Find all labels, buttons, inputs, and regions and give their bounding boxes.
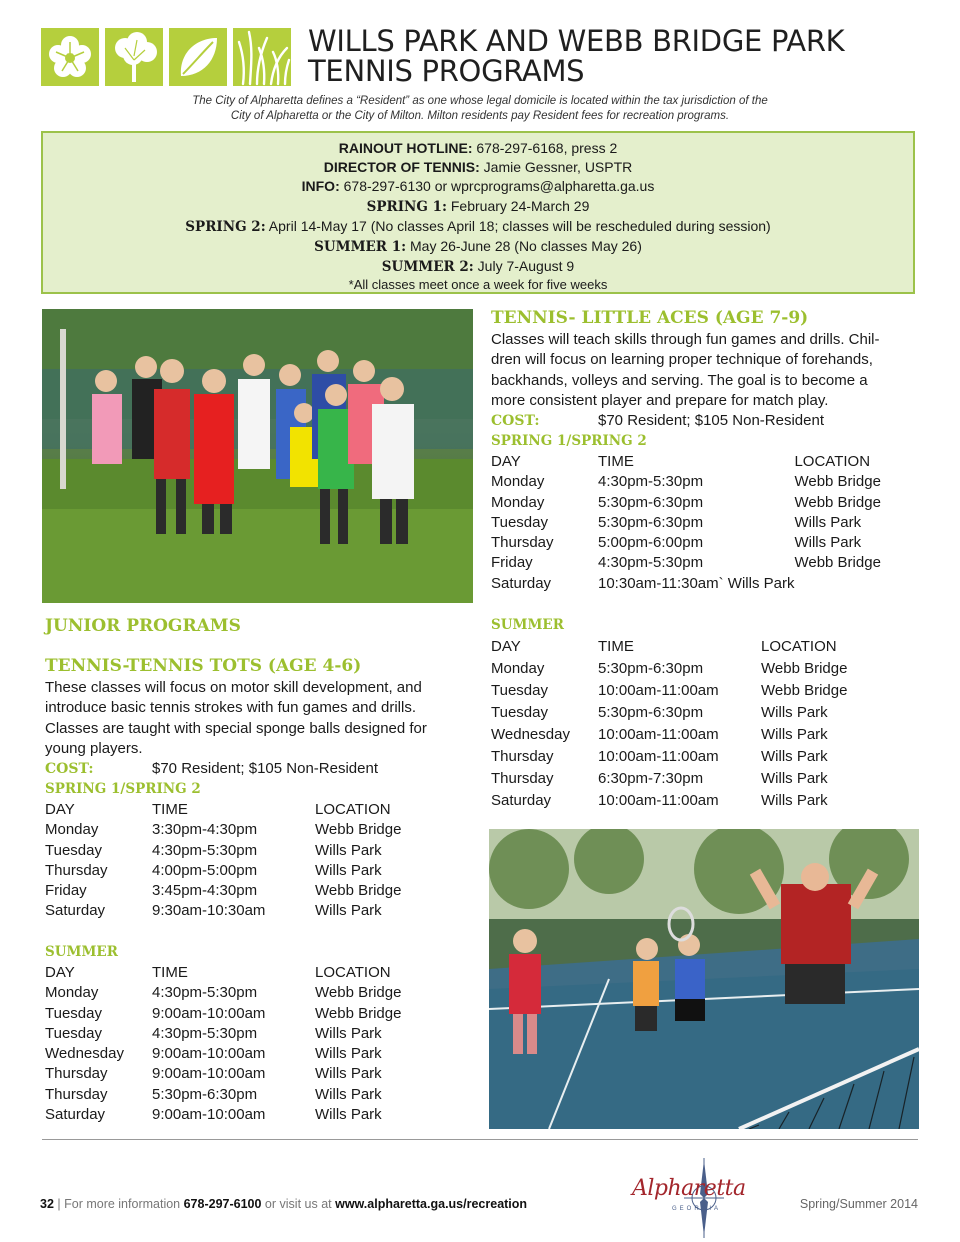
- resident-note: [40, 94, 920, 124]
- location-cell: Wills Park: [315, 1106, 382, 1124]
- time-cell: 9:00am-10:00am: [152, 1065, 266, 1083]
- table-row: [45, 1085, 401, 1105]
- time-cell: 3:30pm-4:30pm: [152, 821, 258, 839]
- little-aces-heading: TENNIS- LITTLE ACES (AGE 7-9): [491, 308, 809, 328]
- table-header-row: [491, 636, 847, 658]
- table-row: [45, 901, 401, 921]
- location-cell: Wills Park: [761, 704, 828, 721]
- table-row: [45, 1064, 401, 1084]
- title-line-1: WILLS PARK AND WEBB BRIDGE PARK: [308, 24, 845, 58]
- time-cell: 5:00pm-6:00pm: [598, 534, 704, 552]
- court-photo: [489, 829, 919, 1129]
- day-cell: Monday: [45, 984, 99, 1002]
- location-cell: Webb Bridge: [315, 1004, 402, 1022]
- spring1-label: SPRING 1:: [366, 198, 447, 215]
- aces-desc-line-3: backhands, volleys and serving. The goal is to become a: [491, 371, 868, 389]
- leaf-icon: [169, 28, 227, 86]
- table-row: [45, 881, 401, 901]
- time-cell: 10:00am-11:00am: [598, 748, 719, 765]
- day-cell: Thursday: [491, 534, 554, 552]
- visit-text: or visit us at: [261, 1197, 336, 1211]
- footer-separator: |: [53, 1197, 65, 1211]
- time-cell: 10:00am-11:00am: [598, 792, 719, 809]
- col-time: TIME: [152, 801, 188, 818]
- time-cell: 5:30pm-6:30pm: [598, 513, 704, 531]
- table-row: [491, 702, 847, 724]
- time-cell: 9:30am-10:30am: [152, 902, 266, 920]
- location-cell: Wills Park: [761, 770, 828, 787]
- aces-summer-heading: SUMMER: [491, 617, 564, 633]
- table-header-row: [45, 963, 401, 983]
- table-row: [491, 493, 881, 513]
- location-cell: Wills Park: [315, 902, 382, 920]
- day-cell: Monday: [491, 660, 545, 677]
- time-cell: 9:00am-10:00am: [152, 1045, 266, 1063]
- aces-desc-line-4: more consistent player and prepare for match play.: [491, 391, 829, 409]
- alpharetta-logo: [630, 1158, 746, 1238]
- table-header-row: [491, 452, 881, 472]
- director-label: DIRECTOR OF TENNIS:: [323, 159, 480, 176]
- spring1-value: February 24-March 29: [446, 197, 590, 214]
- season-label: Spring/Summer 2014: [799, 1197, 918, 1211]
- table-row: [45, 983, 401, 1003]
- aces-cost-value: $70 Resident; $105 Non-Resident: [598, 412, 824, 429]
- col-day: DAY: [45, 964, 75, 981]
- table-row: [491, 746, 847, 768]
- time-cell: 4:30pm-5:30pm: [152, 841, 258, 859]
- location-cell: Wills Park: [761, 792, 828, 809]
- info-label: INFO:: [301, 178, 340, 195]
- footer-phone: 678-297-6100: [183, 1197, 262, 1211]
- day-cell: Tuesday: [491, 513, 548, 531]
- col-location: LOCATION: [315, 801, 391, 818]
- day-cell: Tuesday: [45, 841, 102, 859]
- table-row: [491, 724, 847, 746]
- location-cell: Webb Bridge: [315, 882, 402, 900]
- time-cell: 5:30pm-6:30pm: [598, 660, 704, 677]
- flower-icon: [41, 28, 99, 86]
- aces-summer-table: [491, 636, 847, 812]
- day-cell: Wednesday: [45, 1045, 124, 1063]
- tots-spring-table: [45, 800, 401, 922]
- tennis-tots-description: These classes will focus on motor skill development, and introduce basic tennis strokes with fun games and drills. Classes are taught with special sponge balls designed for young players.: [45, 679, 427, 757]
- location-cell: Webb Bridge: [794, 554, 881, 572]
- tennis-tots-heading: TENNIS-TENNIS TOTS (AGE 4-6): [45, 656, 362, 676]
- table-row: [45, 1105, 401, 1125]
- day-cell: Saturday: [491, 792, 552, 809]
- location-cell: Webb Bridge: [794, 473, 881, 491]
- summer2-value: July 7-August 9: [473, 258, 575, 275]
- tots-cost-line: [45, 759, 465, 779]
- table-row: [491, 574, 881, 594]
- summer2-line: [43, 257, 913, 277]
- summer1-value: May 26-June 28 (No classes May 26): [406, 238, 642, 255]
- time-cell: 4:30pm-5:30pm: [598, 473, 704, 491]
- logo-subtext: GEORGIA: [672, 1206, 722, 1212]
- table-row: [45, 1044, 401, 1064]
- location-cell: Webb Bridge: [794, 493, 881, 511]
- table-row: [491, 553, 881, 573]
- title-line-2: TENNIS PROGRAMS: [308, 54, 585, 88]
- location-cell: Wills Park: [794, 513, 862, 531]
- day-cell: Tuesday: [491, 682, 548, 699]
- time-cell: 10:00am-11:00am: [598, 726, 719, 743]
- col-location: LOCATION: [315, 964, 391, 981]
- time-cell: 9:00am-10:00am: [152, 1004, 266, 1022]
- time-cell: 9:00am-10:00am: [152, 1106, 266, 1124]
- table-row: [491, 790, 847, 812]
- table-row: [45, 820, 401, 840]
- day-cell: Friday: [45, 882, 87, 900]
- logo-text: Alpharetta: [632, 1176, 746, 1201]
- col-day: DAY: [45, 801, 75, 818]
- footer-info: [40, 1197, 527, 1211]
- location-cell: Wills Park: [315, 841, 382, 859]
- table-header-row: [45, 800, 401, 820]
- day-cell: Wednesday: [491, 726, 570, 743]
- location-cell: Wills Park: [761, 748, 828, 765]
- location-cell: Webb Bridge: [761, 660, 848, 677]
- aces-desc-line-2: dren will focus on learning proper technique of forehands,: [491, 351, 873, 369]
- summer2-label: SUMMER 2:: [381, 259, 474, 276]
- rainout-value: 678-297-6168, press 2: [472, 140, 618, 156]
- spring2-value: April 14-May 17 (No classes April 18; classes will be rescheduled during session): [265, 217, 771, 234]
- tree-icon: [105, 28, 163, 86]
- tots-summer-table: [45, 963, 401, 1125]
- day-cell: Tuesday: [45, 1024, 102, 1042]
- day-cell: Tuesday: [45, 1004, 102, 1022]
- day-cell: Tuesday: [491, 704, 548, 721]
- location-cell: Webb Bridge: [315, 821, 402, 839]
- day-cell: Friday: [491, 554, 533, 572]
- spring1-line: [43, 197, 913, 217]
- page-number: 32: [40, 1197, 54, 1211]
- table-row: [491, 680, 847, 702]
- spring2-line: [43, 217, 913, 237]
- col-time: TIME: [598, 453, 634, 470]
- col-day: DAY: [491, 453, 521, 470]
- time-cell: 4:30pm-5:30pm: [598, 554, 704, 572]
- director-line: [43, 158, 913, 177]
- classes-note: *All classes meet once a week for five weeks: [348, 277, 608, 293]
- group-photo: [42, 309, 473, 603]
- day-cell: Thursday: [45, 1085, 108, 1103]
- junior-programs-heading: JUNIOR PROGRAMS: [45, 616, 241, 636]
- info-value: 678-297-6130 or wprcprograms@alpharetta.ga.us: [339, 178, 655, 195]
- spring2-label: SPRING 2:: [185, 218, 266, 235]
- rainout-line: [43, 139, 913, 158]
- location-cell: Wills Park: [315, 861, 382, 879]
- location-cell: Wills Park: [315, 1024, 382, 1042]
- day-cell: Saturday: [491, 574, 552, 592]
- day-cell: Thursday: [45, 1065, 108, 1083]
- location-cell: Webb Bridge: [315, 984, 402, 1002]
- day-cell: Saturday: [45, 902, 106, 920]
- table-row: [45, 1004, 401, 1024]
- aces-cost-label: COST:: [491, 413, 540, 429]
- little-aces-description: [491, 330, 916, 411]
- time-cell: 4:30pm-5:30pm: [152, 1024, 258, 1042]
- table-row: [45, 1024, 401, 1044]
- tots-summer-heading: SUMMER: [45, 944, 118, 960]
- summer1-label: SUMMER 1:: [314, 239, 407, 256]
- time-cell: 10:00am-11:00am: [598, 682, 719, 699]
- day-cell: Thursday: [491, 748, 554, 765]
- col-time: TIME: [598, 638, 634, 655]
- location-cell: Wills Park: [794, 534, 862, 552]
- table-row: [491, 513, 881, 533]
- footer-divider: [42, 1139, 918, 1140]
- day-cell: Thursday: [491, 770, 554, 787]
- resident-line-1: The City of Alpharetta defines a “Resident” as one whose legal domicile is located within the tax jurisdiction of the: [192, 95, 768, 107]
- table-row: [491, 658, 847, 680]
- col-time: TIME: [152, 964, 188, 981]
- page-title: [308, 26, 844, 86]
- director-value: Jamie Gessner, USPTR: [479, 159, 633, 176]
- table-row: [491, 472, 881, 492]
- time-cell: 6:30pm-7:30pm: [598, 770, 704, 787]
- time-cell: 4:30pm-5:30pm: [152, 984, 258, 1002]
- location-cell: Wills Park: [315, 1045, 382, 1063]
- time-cell: 10:30am-11:30am` Wills Park: [598, 574, 795, 592]
- info-box: [41, 131, 915, 294]
- location-cell: Wills Park: [315, 1065, 382, 1083]
- aces-spring-heading: SPRING 1/SPRING 2: [491, 433, 647, 449]
- time-cell: 5:30pm-6:30pm: [598, 493, 704, 511]
- table-row: [45, 861, 401, 881]
- table-row: [45, 841, 401, 861]
- rainout-label: RAINOUT HOTLINE:: [338, 140, 473, 156]
- aces-desc-line-1: Classes will teach skills through fun games and drills. Chil-: [491, 331, 880, 348]
- tots-spring-heading: SPRING 1/SPRING 2: [45, 781, 201, 797]
- info-line: [43, 177, 913, 196]
- col-location: LOCATION: [794, 453, 871, 470]
- location-cell: Wills Park: [315, 1085, 382, 1103]
- col-location: LOCATION: [761, 638, 837, 655]
- grass-icon: [233, 28, 291, 86]
- time-cell: 5:30pm-6:30pm: [598, 704, 704, 721]
- time-cell: 3:45pm-4:30pm: [152, 882, 258, 900]
- aces-cost-line: [491, 411, 916, 431]
- day-cell: Monday: [491, 493, 545, 511]
- more-info-text: For more information: [64, 1197, 184, 1211]
- location-cell: Webb Bridge: [761, 682, 848, 699]
- tots-cost-label: COST:: [45, 761, 94, 777]
- aces-spring-table: [491, 452, 881, 594]
- day-cell: Monday: [491, 473, 545, 491]
- location-cell: Wills Park: [761, 726, 828, 743]
- resident-line-2: City of Alpharetta or the City of Milton. Milton residents pay Resident fees for recreation programs.: [230, 110, 730, 122]
- summer1-line: [43, 237, 913, 257]
- day-cell: Thursday: [45, 861, 108, 879]
- location-cell: [794, 574, 880, 594]
- time-cell: 4:00pm-5:00pm: [152, 861, 258, 879]
- table-row: [491, 768, 847, 790]
- col-day: DAY: [491, 638, 521, 655]
- table-row: [491, 533, 881, 553]
- tots-cost-value: $70 Resident; $105 Non-Resident: [152, 760, 378, 777]
- day-cell: Saturday: [45, 1106, 106, 1124]
- footer-url[interactable]: www.alpharetta.ga.us/recreation: [335, 1197, 528, 1211]
- day-cell: Monday: [45, 821, 99, 839]
- time-cell: 5:30pm-6:30pm: [152, 1085, 258, 1103]
